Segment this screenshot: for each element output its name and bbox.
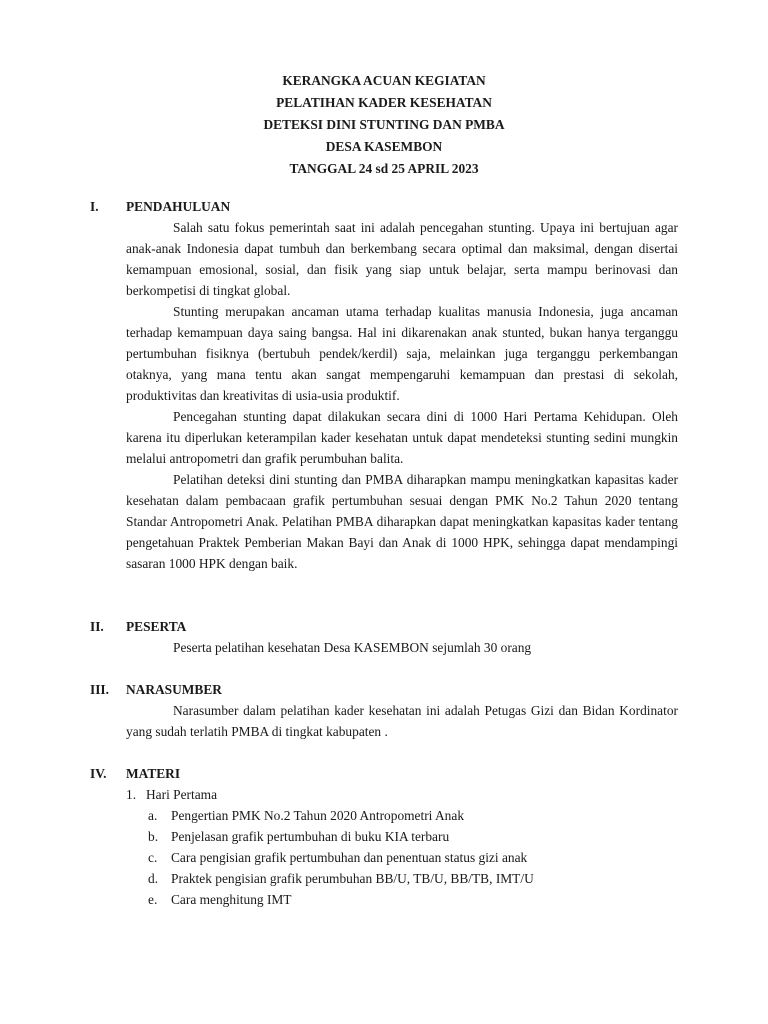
section-peserta — [0, 616, 768, 658]
paragraph: Pelatihan deteksi dini stunting dan PMBA diharapkan mampu meningkatkan kapasitas kader kesehatan dalam pembacaan grafik pertumbuhan sesuai dengan PMK No.2 Tahun 2020 tentang Standar Antropometri Anak. Pelatihan PMBA diharapkan dapat meningkatkan kapasitas kader tentang pengetahuan Praktek Pemberian Makan Bayi dan Anak di 1000 HPK, sehingga dapat mendampingi sasaran 1000 HPK dengan baik. — [126, 472, 678, 571]
item-text: Cara menghitung IMT — [171, 892, 292, 907]
item-letter: a. — [148, 808, 158, 823]
section-title: PENDAHULUAN — [126, 199, 231, 214]
paragraph: Stunting merupakan ancaman utama terhadap kualitas manusia Indonesia, juga ancaman terhadap kemampuan daya saing bangsa. Hal ini dikarenakan anak stunted, bukan hanya terganggu pertumbuhan fisiknya (bertubuh pendek/kerdil) saja, melainkan juga terganggu perkembangan otaknya, yang mana tentu akan sangat mempengaruhi kemampuan dan prestasi di sekolah, produktivitas dan kreativitas di usia-usia produktif. — [126, 304, 678, 403]
list-item — [126, 826, 678, 847]
item-text: Praktek pengisian grafik perumbuhan BB/U, TB/U, BB/TB, IMT/U — [171, 871, 534, 886]
materi-list — [126, 784, 678, 910]
item-text: Penjelasan grafik pertumbuhan di buku KIA terbaru — [171, 829, 450, 844]
section-number: III. — [90, 682, 109, 697]
section-title: PESERTA — [126, 619, 187, 634]
list-item — [126, 868, 678, 889]
section-number: I. — [90, 199, 99, 214]
section-number: II. — [90, 619, 104, 634]
item-letter: d. — [148, 871, 159, 886]
title-line: DESA KASEMBON — [325, 139, 443, 154]
day-label: Hari Pertama — [146, 787, 218, 802]
list-item — [126, 889, 678, 910]
section-heading — [0, 616, 768, 637]
item-letter: c. — [148, 850, 158, 865]
day-item — [126, 784, 678, 805]
title-line: KERANGKA ACUAN KEGIATAN — [282, 73, 486, 88]
title-line: TANGGAL 24 sd 25 APRIL 2023 — [289, 161, 479, 176]
section-heading — [0, 679, 768, 700]
item-letter: e. — [148, 892, 158, 907]
document-title — [0, 70, 768, 180]
paragraph: Salah satu fokus pemerintah saat ini adalah pencegahan stunting. Upaya ini bertujuan agar anak-anak Indonesia dapat tumbuh dan berkembang secara optimal dan maksimal, dengan disertai kemampuan emosional, sosial, dan fisik yang siap untuk belajar, serta mampu berinovasi dan berkompetisi di tingkat global. — [126, 220, 678, 298]
paragraph: Pencegahan stunting dapat dilakukan secara dini di 1000 Hari Pertama Kehidupan. Oleh karena itu diperlukan keterampilan kader kesehatan untuk dapat mendeteksi stunting sedini mungkin melalui antropometri dan grafik perumbuhan balita. — [126, 409, 678, 466]
item-letter: b. — [148, 829, 159, 844]
section-number: IV. — [90, 766, 107, 781]
section-title: MATERI — [126, 766, 181, 781]
item-text: Pengertian PMK No.2 Tahun 2020 Antropometri Anak — [171, 808, 465, 823]
section-narasumber — [0, 679, 768, 742]
list-item — [126, 805, 678, 826]
section-materi — [0, 763, 768, 910]
paragraph: Narasumber dalam pelatihan kader kesehatan ini adalah Petugas Gizi dan Bidan Kordinator yang sudah terlatih PMBA di tingkat kabupaten . — [126, 703, 678, 739]
section-pendahuluan — [0, 196, 768, 574]
section-title: NARASUMBER — [126, 682, 222, 697]
paragraph: Peserta pelatihan kesehatan Desa KASEMBON sejumlah 30 orang — [173, 640, 532, 655]
day-number: 1. — [126, 787, 137, 802]
title-line: DETEKSI DINI STUNTING DAN PMBA — [263, 117, 505, 132]
section-heading — [0, 763, 768, 784]
title-line: PELATIHAN KADER KESEHATAN — [276, 95, 492, 110]
item-text: Cara pengisian grafik pertumbuhan dan penentuan status gizi anak — [171, 850, 528, 865]
section-heading — [0, 196, 768, 217]
list-item — [126, 847, 678, 868]
